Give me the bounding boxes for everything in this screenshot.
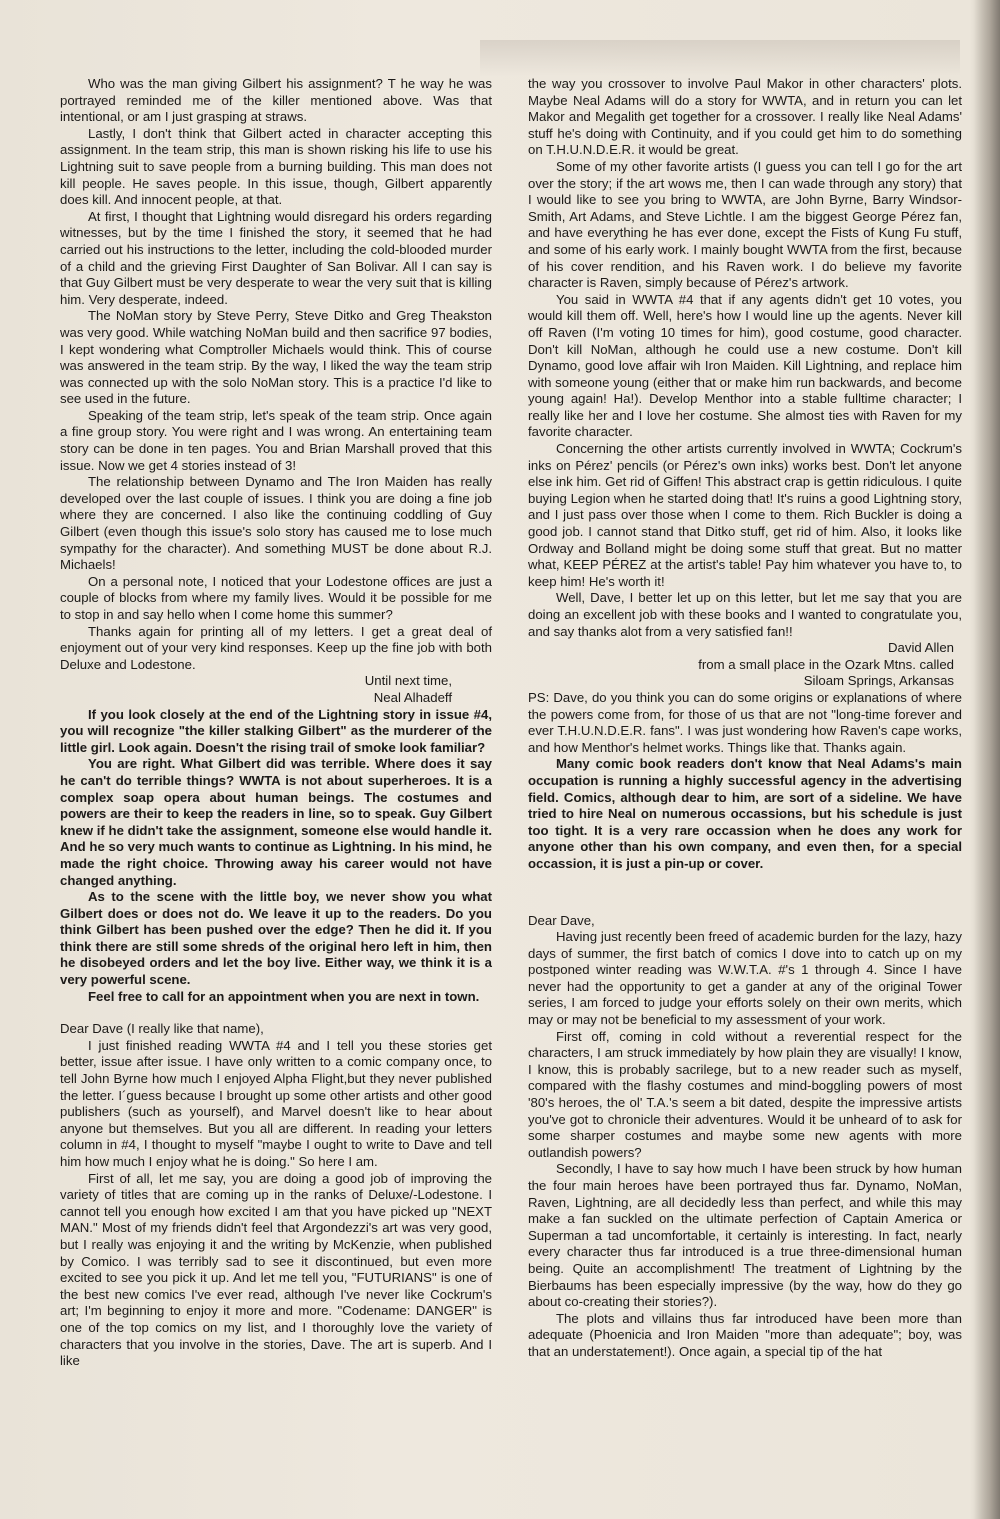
letter2-salutation: Dear Dave (I really like that name), [60,1021,264,1037]
letter3-paragraph: Secondly, I have to say how much I have been struck by how human the four main heroes have been portrayed thus far. Dynamo, NoMan, Raven, Lightning, are all decidedly less than perfect, and while this may make a fan suckled on the ultimate perfection of Captain America or Superman a tad uncomfortable, it certainly is interesting. In fact, nearly every character thus far introduced is a true three-dimensional human being. Quite an accomplishment! The treatment of Lightning by the Bierbaums has been especially impressive (by the way, how do they go about co-creating their stories?). [528,1161,962,1310]
editor-reply-paragraph: If you look closely at the end of the Lightning story in issue #4, you will recognize "the killer stalking Gilbert" as the murderer of the little girl. Look again. Doesn't the rising trail of smoke look familiar? [60,706,492,755]
letter2-signature: David Allen [888,640,954,656]
letter2-location: from a small place in the Ozark Mtns. called [698,656,954,672]
spacer [60,1005,492,1021]
letter2-location: Siloam Springs, Arkansas [803,673,954,689]
editor-reply-paragraph: Feel free to call for an appointment when you are next in town. [88,988,480,1004]
editor-reply-paragraph: Many comic book readers don't know that Neal Adams's main occupation is running a highly successful agency in the advertising field. Comics, although dear to him, are sort of a sideline. We have tried to hire Neal on numerous occassions, but his schedule is just too tight. It is a very rare occassion when he does any work for anyone other than his own company, and even then, for a special occassion, it is just a pin-up or cover. [528,756,962,871]
letter3-paragraph: First off, coming in cold without a reverential respect for the characters, I am struck immediately by how plain they are visually! I know, I know, this is probably sacrilege, but to a new reader such as myself, compared with the flashy costumes and mind-boggling powers of most '80's heroes, the ol' T.A.'s seem a bit dated, despite the impressive artists you've got to chronicle their adventures. Would it be unheard of to ask for some sharper costumes and maybe some new agents with more outlandish powers? [528,1028,962,1160]
right-column [528,76,962,1361]
letter1-paragraph: Who was the man giving Gilbert his assignment? T he way he was portrayed reminded me of the killer mentioned above. Was that intentional, or am I just grasping at straws. [60,76,492,125]
top-bleed-shadow [480,40,960,76]
letter2-postscript: PS: Dave, do you think you can do some origins or explanations of where the powers come from, for those of us that are not "long-time forever and ever T.H.U.N.D.E.R. fans". I was just wondering how Raven's cape works, and how Menthor's helmet works. Things like that. Thanks again. [528,689,962,755]
letter2-paragraph: the way you crossover to involve Paul Makor in other characters' plots. Maybe Neal Adams will do a story for WWTA, and in return you can let Makor and Megalith get together for a crossover. I really like Neal Adams' stuff he's doing with Continuity, and if you could get him to do something on T.H.U.N.D.E.R. it would be great. [528,76,962,158]
letter2-paragraph: Concerning the other artists currently involved in WWTA; Cockrum's inks on Pérez' pencils (or Pérez's own inks) works best. Don't let anyone else ink him. Get rid of Giffen! This abstract crap is gettin ridiculous. I quite buying Legion when he started doing that! It's ruins a good Lightning story, and I just pass over those when I come to them. Rich Buckler is doing a good job. I cannot stand that Ditko stuff, get rid of him. Also, it looks like Ordway and Bolland might be doing some stuff that great. But no matter what, KEEP PÉREZ at the artist's table! Pay him whatever you have to, to keep him! He's worth it! [528,441,962,589]
letter3-salutation: Dear Dave, [528,912,595,928]
letter1-paragraph: The relationship between Dynamo and The Iron Maiden has really developed over the last couple of issues. I think you are doing a fine job where they are concerned. I also like the continuing coddling of Guy Gilbert (even though this issue's solo story has caused me to lose much sympathy for the character). And something MUST be done about R.J. Michaels! [60,474,492,573]
letter1-paragraph: At first, I thought that Lightning would disregard his orders regarding witnesses, but by the time I finished the story, it seemed that he had carried out his instructions to the letter, including the cold-blooded murder of a child and the grieving First Daughter of San Bolivar. All I can say is that Guy Gilbert must be very desperate to wear the very suit that is killing him. Very desperate, indeed. [60,208,492,307]
letter1-paragraph: Speaking of the team strip, let's speak of the team strip. Once again a fine group story. You were right and I was wrong. An entertaining team story can be done in ten pages. You and Brian Marshall proved that this issue. Now we get 4 stories instead of 3! [60,407,492,473]
left-column [60,76,492,1370]
letter1-closing: Until next time, [364,673,452,689]
editor-reply-paragraph: As to the scene with the little boy, we never show you what Gilbert does or does not do. We leave it up to the readers. Do you think Gilbert has been pushed over the edge? Then he did it. If you think there are still some shreds of the original hero left in him, then he disobeyed orders and let the boy live. Either way, we think it is a very powerful scene. [60,889,492,988]
letter1-paragraph: The NoMan story by Steve Perry, Steve Ditko and Greg Theakston was very good. While watching NoMan build and then sacrifice 97 bodies, I kept wondering what Comptroller Michaels would think. This of course was answered in the team strip. By the way, I liked the way the team strip was connected up with the solo NoMan story. This is a practice I'd like to see used in the future. [60,308,492,407]
letter2-paragraph: First of all, let me say, you are doing a good job of improving the variety of titles that are coming up in the ranks of Deluxe/-Lodestone. I cannot tell you enough how excited I am that you have picked up "NEXT MAN." Most of my friends didn't feel that Argondezzi's art was very good, but I really was enjoying it and the writing by McKenzie, when published by Comico. I was terribly sad to see it discontinued, but even more excited to see you pick it up. And let me tell you, "FUTURIANS" is one of the best new comics I've ever read, although I've never like Cockrum's art; I'm beginning to enjoy it more and more. "Codename: DANGER" is one of the top comics on my list, and I thoroughly love the variety of characters that you involve in the stories, Dave. The art is superb. And I like [60,1170,492,1369]
editor-reply-paragraph: You are right. What Gilbert did was terrible. Where does it say he can't do terrible things? WWTA is not about superheroes. It is a complex soap opera about human beings. The costumes and powers are their to keep the readers in line, so to speak. Guy Gilbert knew if he didn't take the assignment, someone else would handle it. And he so very much wants to continue as Lightning. In his mind, he made the right choice. Throwing away his career would not have changed anything. [60,756,492,888]
letter3-paragraph: The plots and villains thus far introduced have been more than adequate (Phoenicia and Iron Maiden "more than adequate"; boy, was that an understatement!). Once again, a special tip of the hat [528,1310,962,1359]
letter2-paragraph: I just finished reading WWTA #4 and I tell you these stories get better, issue after issue. I have only written to a comic company once, to tell John Byrne how much I enjoyed Alpha Flight,but they never published the letter. I´guess because I brought up some other artists and other good publishers (such as yourself), and Marvel doesn't like to hear about anyone but themselves. But you all are different. In reading your letters column in #4, I thought to myself "maybe I ought to write to Dave and tell him how much I enjoy what he is doing." So here I am. [60,1037,492,1169]
letter3-paragraph: Having just recently been freed of academic burden for the lazy, hazy days of summer, the first batch of comics I dove into to catch up on my postponed winter reading was W.W.T.A. #'s 1 through 4. Since I have never had the opportunity to get a gander at any of the original Tower series, I am forced to judge your efforts solely on their own merits, which may or may not be beneficial to my assessment of your work. [528,929,962,1028]
letter2-paragraph: You said in WWTA #4 that if any agents didn't get 10 votes, you would kill them off. Well, here's how I would line up the agents. Never kill off Raven (I'm voting 10 times for him), good costume, good character. Don't kill NoMan, although he could use a new costume. Don't kill Dynamo, good love affair wih Iron Maiden. Kill Lightning, and replace him with someone young (either that or make him run backwards, and become young again! Ha!). Develop Menthor into a stable fulltime character; I really like her and I love her costume. She almost ties with Raven for my favorite character. [528,291,962,440]
spacer [528,873,962,913]
page-edge-shadow [974,0,1000,1519]
letter1-paragraph: Lastly, I don't think that Gilbert acted in character accepting this assignment. In the team strip, this man is shown risking his life to use his Lightning suit to save people from a burning building. This man does not kill people. He saves people. In this issue, though, Gilbert apparently does kill. And innocent people, at that. [60,125,492,208]
letter2-paragraph: Well, Dave, I better let up on this letter, but let me say that you are doing an excellent job with these books and I wanted to congratulate you, and say thanks alot from a very satisfied fan!! [528,590,962,639]
letter1-paragraph: Thanks again for printing all of my letters. I get a great deal of enjoyment out of your very kind responses. Keep up the fine job with both Deluxe and Lodestone. [60,623,492,672]
letter1-signature: Neal Alhadeff [373,689,452,705]
letter1-paragraph: On a personal note, I noticed that your Lodestone offices are just a couple of blocks from where my family lives. Would it be possible for me to stop in and say hello when I come home this summer? [60,573,492,622]
letter2-paragraph: Some of my other favorite artists (I guess you can tell I go for the art over the story; if the art wows me, then I can wade through any story) that I would like to see you bring to WWTA, are John Byrne, Barry Windsor-Smith, Art Adams, and Steve Lichtle. I am the biggest George Pérez fan, and have everything he has ever done, except the Fists of Kung Fu stuff, and some of his early work. I mainly bought WWTA from the first, because of his cover rendition, and his Raven work. I do believe my favorite character is Raven, simply because of Pérez's artwork. [528,158,962,291]
